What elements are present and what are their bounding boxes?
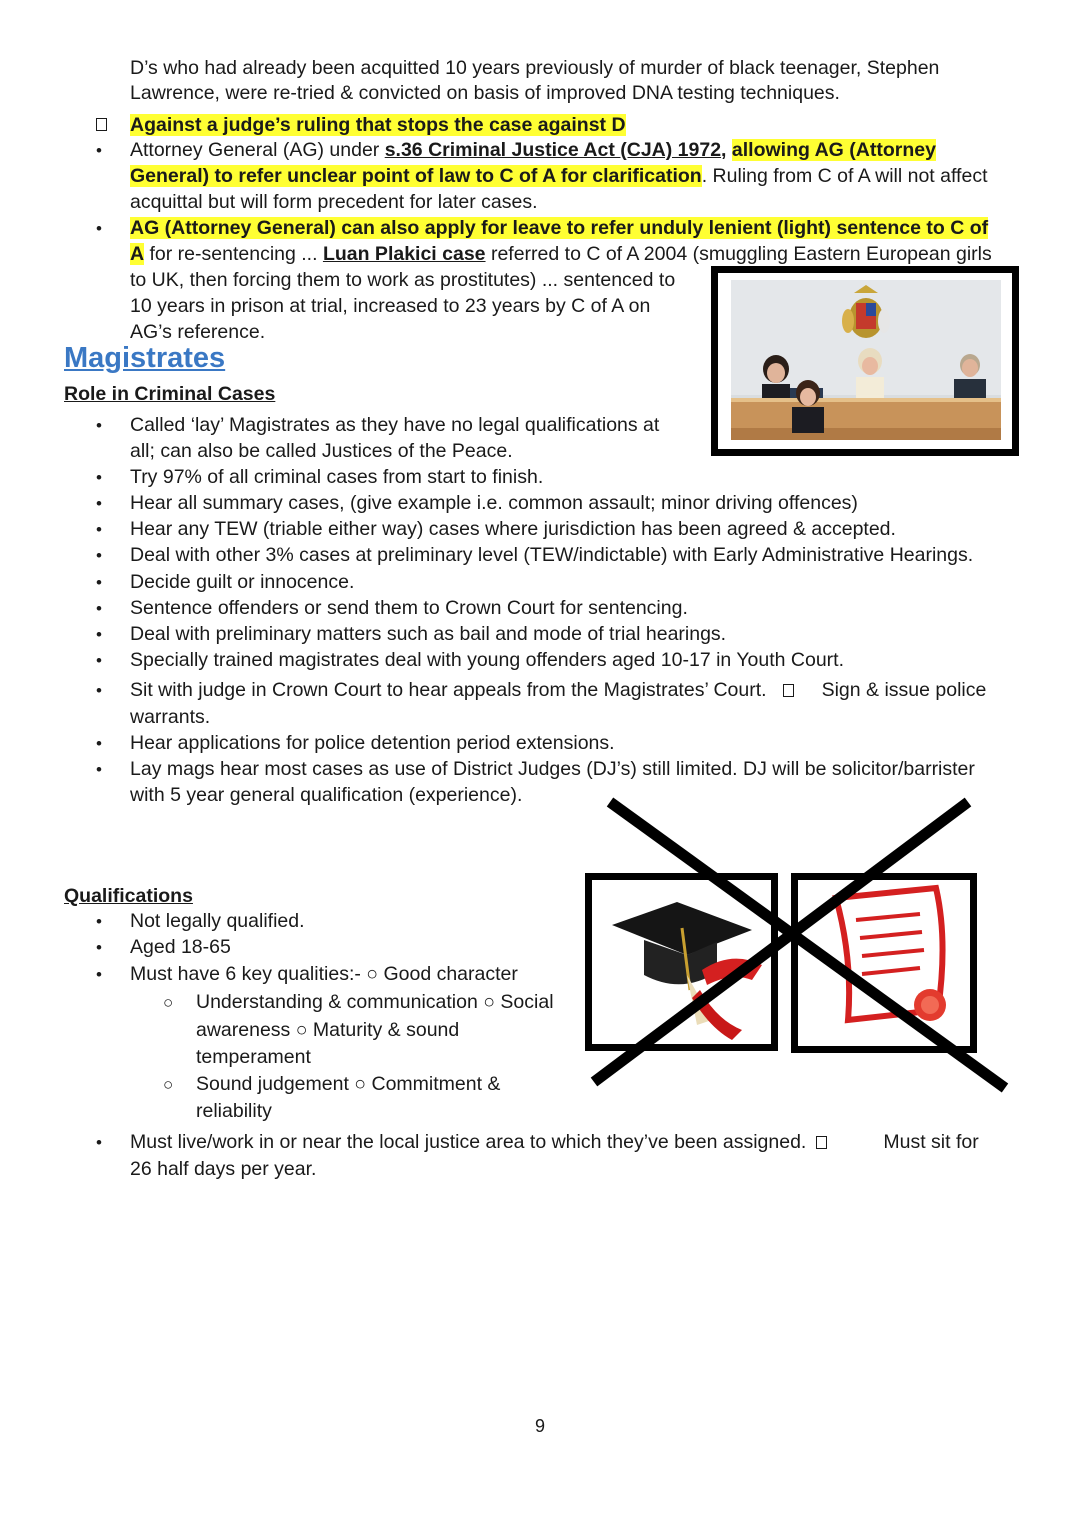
bullet-icon: • bbox=[96, 599, 102, 618]
qualification-item: Must live/work in or near the local justice area to which they’ve been assigned. Must sit for bbox=[130, 1131, 979, 1153]
bullet-icon: • bbox=[96, 938, 102, 957]
qualifications-heading: Qualifications bbox=[64, 885, 193, 907]
role-item: all; can also be called Justices of the Peace. bbox=[130, 440, 513, 462]
bullet-icon: • bbox=[96, 546, 102, 565]
role-item: Lay mags hear most cases as use of District Judges (DJ’s) still limited. DJ will be solicitor/barrister bbox=[130, 758, 975, 780]
lenient-sentence-line-5: AG’s reference. bbox=[130, 321, 266, 343]
role-item: Sit with judge in Crown Court to hear appeals from the Magistrates’ Court. Sign & issue police bbox=[130, 679, 987, 701]
qualification-item: Not legally qualified. bbox=[130, 910, 305, 932]
qualification-item: 26 half days per year. bbox=[130, 1158, 317, 1180]
bullet-icon: • bbox=[96, 734, 102, 753]
lenient-sentence-line-3: to UK, then forcing them to work as prostitutes) ... sentenced to bbox=[130, 269, 676, 291]
magistrates-court-photo bbox=[711, 266, 1019, 456]
bullet-icon: • bbox=[96, 573, 102, 592]
role-item: Try 97% of all criminal cases from start to finish. bbox=[130, 466, 544, 488]
ag-reference-line-1: Attorney General (AG) under s.36 Criminal Justice Act (CJA) 1972, allowing AG (Attorney bbox=[130, 139, 936, 161]
role-item: Sentence offenders or send them to Crown Court for sentencing. bbox=[130, 597, 688, 619]
bullet-icon: • bbox=[96, 760, 102, 779]
bullet-icon: • bbox=[96, 625, 102, 644]
role-heading: Role in Criminal Cases bbox=[64, 383, 276, 405]
square-bullet-icon bbox=[783, 684, 794, 697]
bullet-icon: • bbox=[96, 494, 102, 513]
bullet-icon: • bbox=[96, 520, 102, 539]
judge-ruling-heading: Against a judge’s ruling that stops the case against D bbox=[130, 114, 626, 136]
magistrates-title: Magistrates bbox=[64, 342, 226, 374]
bullet-icon: • bbox=[96, 912, 102, 931]
cross-out-mark-icon bbox=[580, 790, 1020, 1100]
role-item: with 5 year general qualification (experience). bbox=[130, 784, 523, 806]
lenient-sentence-line-2: A for re-sentencing ... Luan Plakici case referred to C of A 2004 (smuggling Eastern European girls bbox=[130, 243, 992, 265]
role-item: Decide guilt or innocence. bbox=[130, 571, 355, 593]
square-bullet-icon bbox=[96, 118, 107, 131]
intro-line-2: Lawrence, were re-tried & convicted on basis of improved DNA testing techniques. bbox=[130, 82, 840, 104]
qualification-item: Aged 18-65 bbox=[130, 936, 231, 958]
lenient-sentence-line-1: AG (Attorney General) can also apply for leave to refer unduly lenient (light) sentence to C of bbox=[130, 217, 989, 239]
qualification-item: Must have 6 key qualities:- ○ Good character bbox=[130, 963, 518, 985]
quality-item: Understanding & communication ○ Social bbox=[196, 991, 554, 1013]
court-bench-illustration bbox=[718, 273, 1012, 449]
quality-item: Sound judgement ○ Commitment & bbox=[196, 1073, 501, 1095]
bullet-icon: • bbox=[96, 965, 102, 984]
circle-bullet-icon: ○ bbox=[163, 993, 174, 1012]
quality-item: temperament bbox=[196, 1046, 311, 1068]
bullet-icon: • bbox=[96, 651, 102, 670]
bullet-icon: • bbox=[96, 416, 102, 435]
bullet-icon: • bbox=[96, 219, 102, 238]
role-item: Called ‘lay’ Magistrates as they have no legal qualifications at bbox=[130, 414, 660, 436]
bullet-icon: • bbox=[96, 681, 102, 700]
ag-reference-line-3: acquittal but will form precedent for later cases. bbox=[130, 191, 538, 213]
quality-item: reliability bbox=[196, 1100, 272, 1122]
quality-item: awareness ○ Maturity & sound bbox=[196, 1019, 460, 1041]
ag-reference-line-2: General) to refer unclear point of law to C of A for clarification. Ruling from C of A will not affect bbox=[130, 165, 988, 187]
role-item: Hear applications for police detention period extensions. bbox=[130, 732, 615, 754]
role-item: Specially trained magistrates deal with young offenders aged 10-17 in Youth Court. bbox=[130, 649, 845, 671]
circle-bullet-icon: ○ bbox=[163, 1075, 174, 1094]
role-item: Deal with preliminary matters such as bail and mode of trial hearings. bbox=[130, 623, 727, 645]
role-item: Deal with other 3% cases at preliminary level (TEW/indictable) with Early Administrative Hearings. bbox=[130, 544, 974, 566]
square-bullet-icon bbox=[816, 1136, 827, 1149]
role-item: Hear any TEW (triable either way) cases where jurisdiction has been agreed & accepted. bbox=[130, 518, 896, 540]
bullet-icon: • bbox=[96, 141, 102, 160]
bullet-icon: • bbox=[96, 468, 102, 487]
page-number: 9 bbox=[534, 1416, 545, 1436]
role-item: Hear all summary cases, (give example i.e. common assault; minor driving offences) bbox=[130, 492, 858, 514]
lenient-sentence-line-4: 10 years in prison at trial, increased to 23 years by C of A on bbox=[130, 295, 651, 317]
role-item: warrants. bbox=[130, 706, 211, 728]
intro-line-1: D’s who had already been acquitted 10 years previously of murder of black teenager, Stephen bbox=[130, 57, 940, 79]
bullet-icon: • bbox=[96, 1133, 102, 1152]
